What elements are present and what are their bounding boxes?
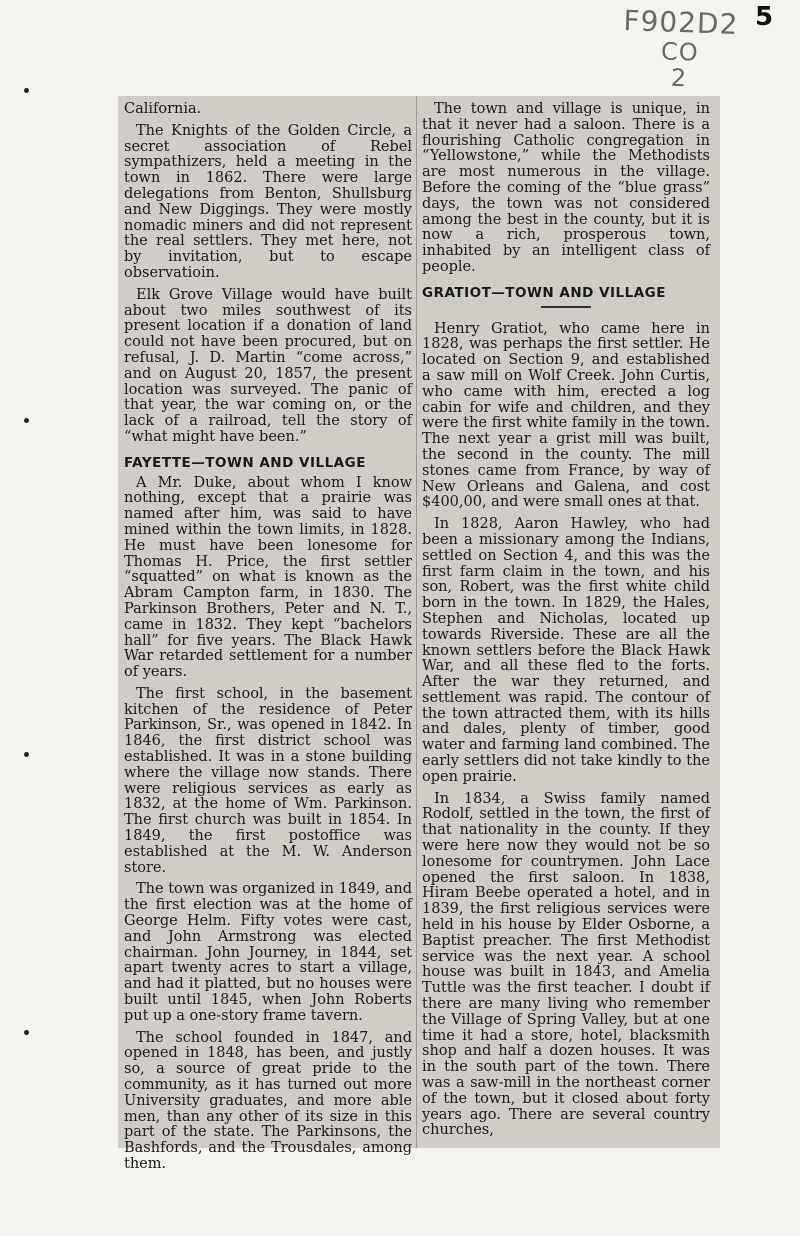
paragraph: The first school, in the basement kitchen of the residence of Peter Parkinson, Sr., was opened in 1842. In 1846, the first district school was established. It was in a stone building where the village now stands. There were religious services as early as 1832, at the home of Wm. Parkinson. The first church was built in 1854. In 1849, the first postoffice was established at the M. W. Anderson store. bbox=[124, 685, 412, 876]
punch-hole-mark bbox=[24, 1030, 29, 1035]
archive-code-sub: CO bbox=[660, 37, 700, 67]
paragraph: In 1828, Aaron Hawley, who had been a missionary among the Indians, settled on Section 4, and this was the first farm claim in the town, and his son, Robert, was the first white child born in the town. In 1829, the Hales, Stephen and Nicholas, located up towards Riverside. These are all the known settlers before the Black Hawk War, and all these fled to the forts. After the war they returned, and settlement was rapid. The contour of the town attracted them, with its hills and dales, plenty of timber, good water and farming land combined. The early settlers did not take kindly to the open prairie. bbox=[422, 516, 710, 785]
punch-hole-mark bbox=[24, 418, 29, 423]
paragraph: Henry Gratiot, who came here in 1828, was perhaps the first settler. He located on Section 9, and established a saw mill on Wolf Creek. John Curtis, who came with him, erected a log cabin for wife and children, and they were the first white family in the town. The next year a grist mill was built, the second in the county. The mill stones came from France, by way of New Orleans and Galena, and cost $400,00, and were small ones at that. bbox=[422, 320, 710, 511]
archive-code-sub: 2 bbox=[670, 63, 688, 93]
headline-rule bbox=[541, 306, 591, 308]
section-headline: FAYETTE—TOWN AND VILLAGE bbox=[124, 454, 366, 471]
archive-code-main: F902D2 bbox=[622, 4, 739, 42]
paragraph: California. bbox=[124, 101, 202, 117]
paragraph: The Knights of the Golden Circle, a secret association of Rebel sympathizers, held a meeting in the town in 1862. There were large delegations from Benton, Shullsburg and New Diggings. They were mostly nomadic miners and did not represent the real settlers. They met here, not by invitation, but to escape observatioin. bbox=[124, 122, 412, 281]
column-divider bbox=[416, 96, 417, 1148]
section-headline: GRATIOT—TOWN AND VILLAGE bbox=[422, 284, 666, 301]
punch-hole-mark bbox=[24, 88, 29, 93]
paragraph: Elk Grove Village would have built about two miles southwest of its present location if a donation of land could not have been procured, but on refusal, J. D. Martin “come across,” and on August 20, 1857, the present location was surveyed. The panic of that year, the war coming on, or the lack of a railroad, tell the story of “what might have been.” bbox=[124, 286, 412, 445]
punch-hole-mark bbox=[24, 752, 29, 757]
paragraph: The town was organized in 1849, and the first election was at the home of George Helm. Fifty votes were cast, and John Armstrong was elected chairman. John Journey, in 1844, set apart twenty acres to start a village, and had it platted, but no houses were built until 1845, when John Roberts put up a one-story frame tavern. bbox=[124, 881, 412, 1024]
archive-code bbox=[619, 4, 742, 93]
right-column bbox=[422, 102, 710, 1145]
page-number: 5 bbox=[755, 2, 774, 32]
paragraph: In 1834, a Swiss family named Rodolf, settled in the town, the first of that nationality in the county. If they were here now they would not be so lonesome for countrymen. John Lace opened the first saloon. In 1838, Hiram Beebe operated a hotel, and in 1839, the first religious services were held in his house by Elder Osborne, a Baptist preacher. The first Methodist service was the next year. A school house was built in 1843, and Amelia Tuttle was the first teacher. I doubt if there are many living who remember the Village of Spring Valley, but at one time it had a store, hotel, blacksmith shop and half a dozen houses. It was in the south part of the town. There was a saw-mill in the northeast corner of the town, but it closed about forty years ago. There are several country churches, bbox=[422, 790, 710, 1139]
newspaper-clipping bbox=[118, 96, 720, 1172]
paragraph: The town and village is unique, in that it never had a saloon. There is a flourishing Catholic congregation in “Yellowstone,” while the Methodists are most numerous in the village. Before the coming of the “blue grass” days, the town was not considered among the best in the county, but it is now a rich, prosperous town, inhabited by an intelligent class of people. bbox=[422, 101, 710, 275]
paragraph: The school founded in 1847, and opened in 1848, has been, and justly so, a source of great pride to the community, as it has turned out more University graduates, and more able men, than any other of its size in this part of the state. The Parkinsons, the Bashfords, and the Trousdales, among them. bbox=[124, 1029, 412, 1172]
left-column bbox=[124, 102, 412, 1179]
paragraph: A Mr. Duke, about whom I know nothing, except that a prairie was named after him, was said to have mined within the town limits, in 1828. He must have been lonesome for Thomas H. Price, the first settler “squatted” on what is known as the Abram Campton farm, in 1830. The Parkinson Brothers, Peter and N. T., came in 1832. They kept “bachelors hall” for five years. The Black Hawk War retarded settlement for a number of years. bbox=[124, 474, 412, 681]
